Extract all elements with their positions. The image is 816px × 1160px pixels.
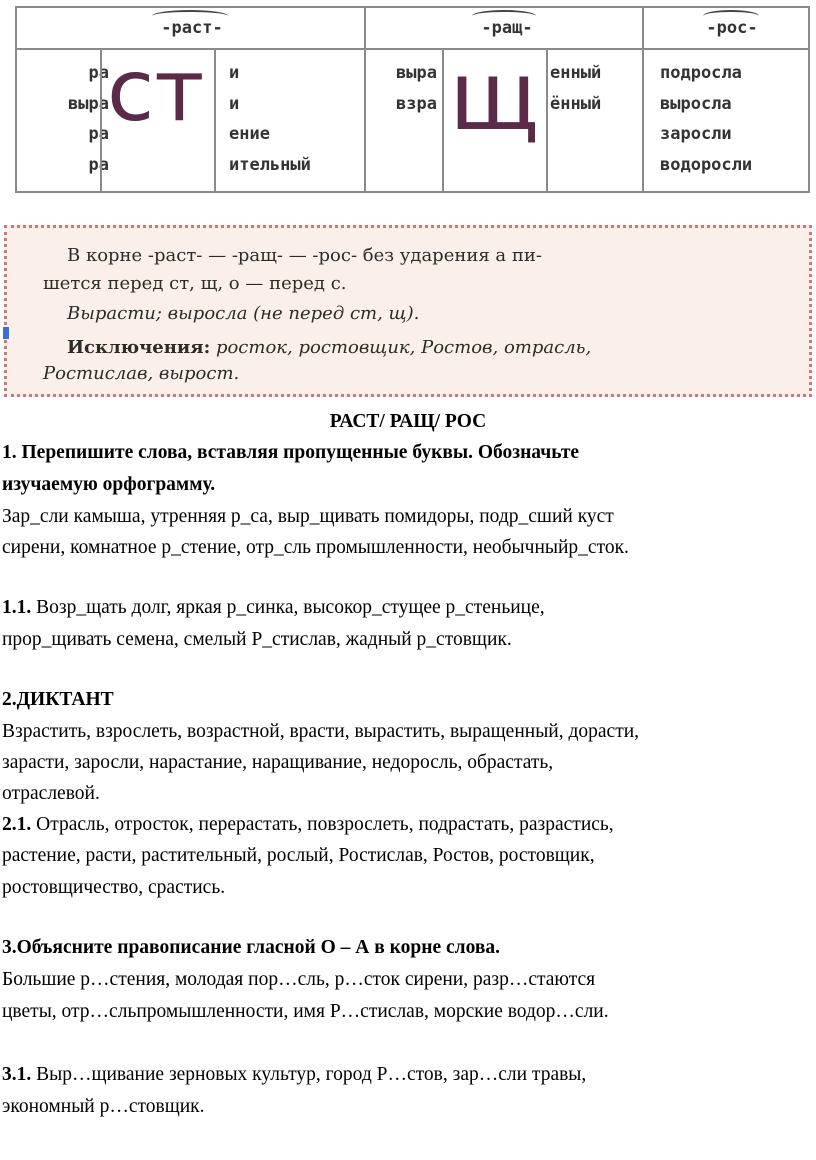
- exercise-3-heading: 3.Объясните правописание гласной О – А в корне слова.: [2, 937, 500, 958]
- prefix: ра: [88, 63, 109, 83]
- prefix: ра: [88, 154, 109, 175]
- rast-suffix-list: [229, 58, 311, 180]
- suffix: ительный: [229, 154, 311, 175]
- exercise-text: Зар_сли камыша, утренняя р_са, выр_щивать помидоры, подр_сший куст: [2, 506, 614, 527]
- exercise-text: цветы, отр…сльпромышленности, имя Р…стислав, морские водор…сли.: [2, 1001, 609, 1022]
- exceptions-list: росток, ростовщик, Ростов, отрасль,: [210, 337, 592, 358]
- cell-divider: [214, 48, 216, 191]
- big-root-letters-st: ст: [107, 41, 205, 141]
- suffix: ение: [229, 124, 270, 144]
- rast-prefix-list: [37, 58, 109, 180]
- exercise-text: [2, 814, 614, 836]
- exercise-text: [2, 1064, 586, 1086]
- exercise-text: [2, 597, 545, 619]
- word: выросла: [660, 93, 732, 114]
- exercise-1-heading: 1. Перепишите слова, вставляя пропущенные буквы. Обозначьте: [2, 442, 580, 463]
- word: подросла: [660, 63, 742, 83]
- header-rast: -раст-: [161, 18, 223, 38]
- suffix: и: [229, 93, 240, 114]
- big-root-letter-sch: щ: [449, 40, 540, 152]
- exercise-2-heading: 2.ДИКТАНТ: [2, 689, 114, 710]
- exercise-text: прор_щивать семена, смелый Р_стислав, жадный р_стовщик.: [2, 629, 512, 650]
- exceptions-label: Исключения:: [67, 337, 211, 358]
- cell-divider: [546, 48, 548, 191]
- exercise-1-heading: изучаемую орфограмму.: [2, 474, 216, 495]
- cell-divider: [100, 48, 102, 191]
- prefix: взра: [396, 93, 437, 114]
- header-rasch: -ращ-: [481, 18, 533, 38]
- prefix: ра: [88, 124, 109, 144]
- header-ros: -рос-: [706, 18, 758, 38]
- prefix: выра: [396, 63, 437, 83]
- rule-line: шется перед ст, щ, о — перед с.: [43, 273, 347, 294]
- cell-divider: [442, 48, 444, 191]
- exercise-number: 3.1.: [2, 1064, 32, 1085]
- suffix: енный: [550, 63, 602, 83]
- exercise-text: отраслевой.: [2, 783, 100, 804]
- rule-exceptions-line: [67, 334, 591, 362]
- exercise-number: 2.1.: [2, 814, 32, 835]
- exercise-text: Возр_щать долг, яркая р_синка, высокор_стущее р_стеньице,: [31, 597, 545, 618]
- rasch-prefix-list: [365, 58, 437, 119]
- roots-table: [15, 6, 810, 193]
- rule-line: В корне -раст- — -ращ- — -рос- без ударения а пи-: [67, 245, 542, 266]
- ros-word-list: [660, 58, 752, 180]
- word: водоросли: [660, 154, 753, 175]
- exercise-text: сирени, комнатное р_стение, отр_сль промышленности, необычныйр_сток.: [2, 537, 629, 558]
- exercise-text: экономный р…стовщик.: [2, 1096, 205, 1117]
- table-divider: [642, 8, 644, 191]
- margin-marker: [3, 327, 9, 339]
- exercise-text: зарасти, заросли, нарастание, наращивание, недоросль, обрастать,: [2, 752, 554, 773]
- exercise-text: ростовщичество, срастись.: [2, 877, 226, 898]
- suffix: и: [229, 63, 240, 83]
- rule-line: Ростислав, вырост.: [43, 363, 240, 384]
- rule-box: [4, 225, 812, 397]
- rule-example-line: Вырасти; выросла (не перед ст, щ).: [67, 303, 420, 324]
- exercise-text: Большие р…стения, молодая пор…сль, р…сток сирени, разр…стаются: [2, 969, 596, 990]
- exercise-text: растение, расти, растительный, рослый, Ростислав, Ростов, ростовщик,: [2, 845, 595, 866]
- page-title: РАСТ/ РАЩ/ РОС: [329, 411, 487, 432]
- exercise-text: Выр…щивание зерновых культур, город Р…стов, зар…сли травы,: [31, 1064, 587, 1085]
- exercise-text: Взрастить, взрослеть, возрастной, врасти, вырастить, выращенный, дорасти,: [2, 721, 640, 742]
- word: заросли: [660, 124, 732, 144]
- exercise-text: Отрасль, отросток, перерастать, повзрослеть, подрастать, разрастись,: [31, 814, 614, 835]
- suffix: ённый: [550, 93, 602, 114]
- rasch-suffix-list: [550, 58, 601, 119]
- exercise-number: 1.1.: [2, 597, 32, 618]
- prefix: выра: [68, 93, 109, 114]
